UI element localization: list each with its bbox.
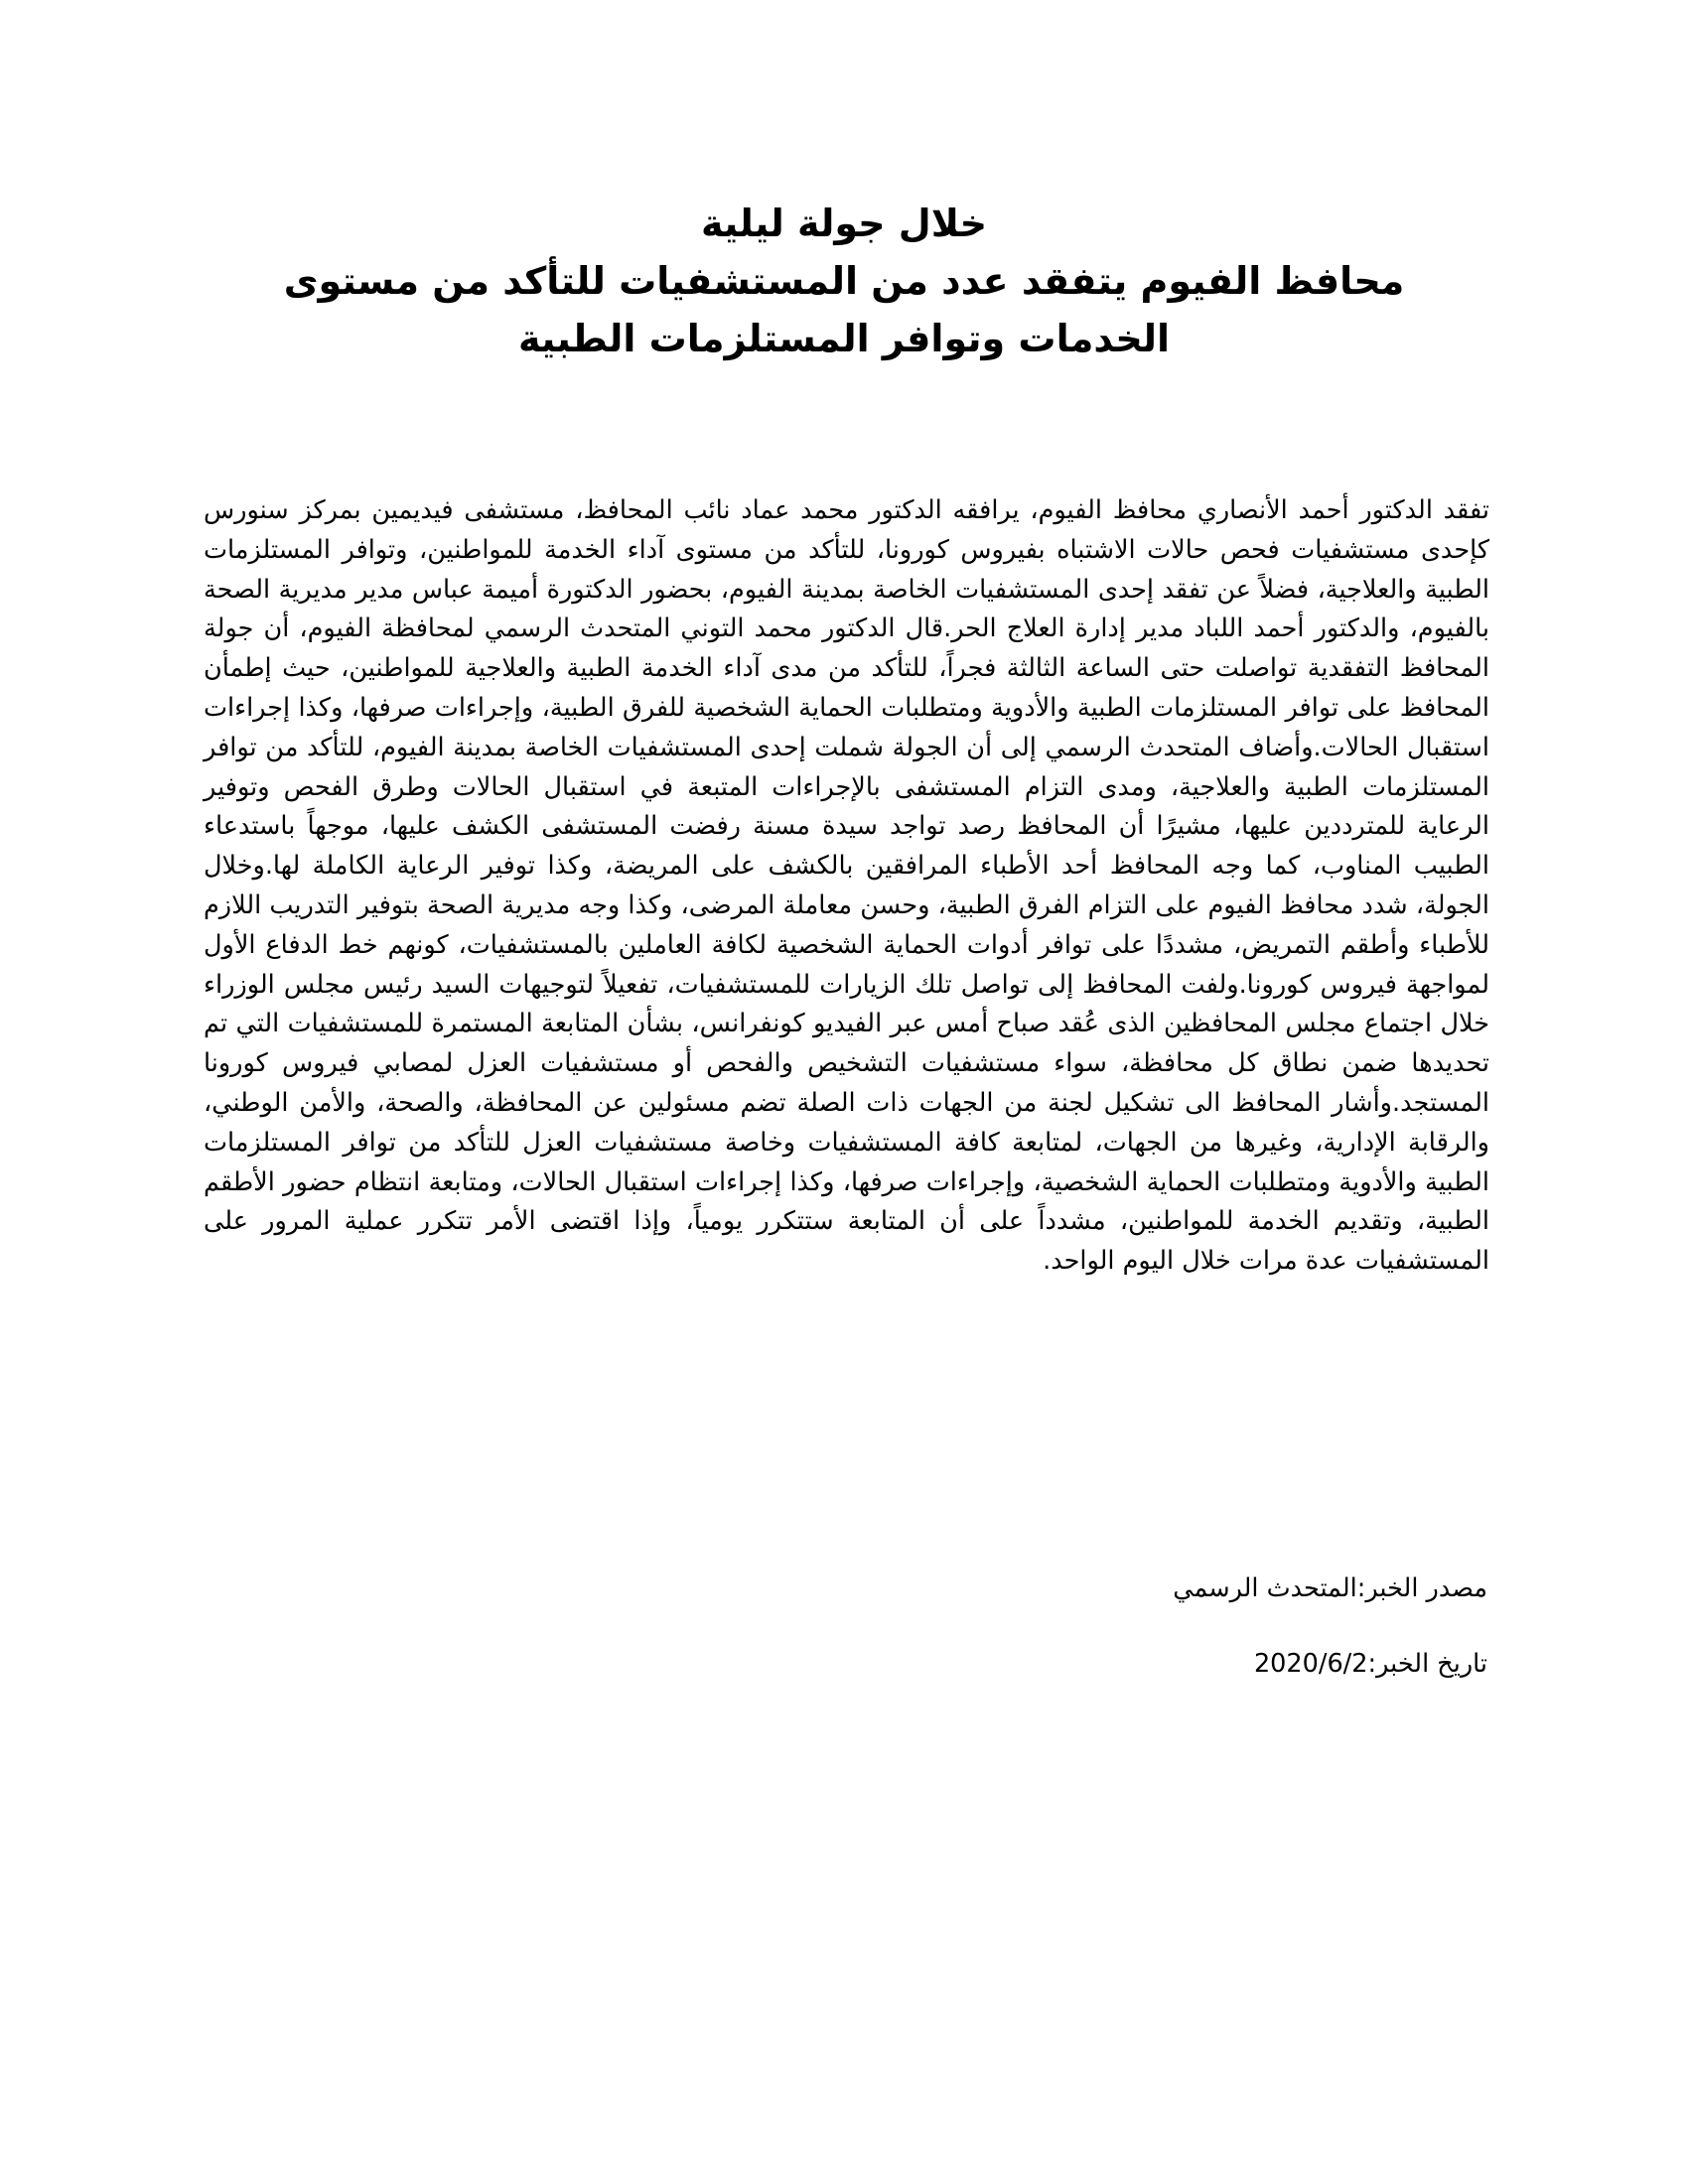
kicker-title: خلال جولة ليلية	[700, 202, 988, 245]
main-headline: محافظ الفيوم يتفقد عدد من المستشفيات للتأكد من مستوى الخدمات وتوافر المستلزمات الطبية	[283, 259, 1405, 360]
headline-block	[228, 195, 1460, 367]
article-body: تفقد الدكتور أحمد الأنصاري محافظ الفيوم، يرافقه الدكتور محمد عماد نائب المحافظ، مستشفى فيديمين بمركز سنورس كإحدى مستشفيات فحص حالات الاشتباه بفيروس كورونا، للتأكد من مستوى آداء الخدمة للمواطنين، وتوافر المستلزمات الطبية والعلاجية، فضلاً عن تفقد إحدى المستشفيات الخاصة بمدينة الفيوم، بحضور الدكتورة أميمة عباس مدير مديرية الصحة بالفيوم، والدكتور أحمد اللباد مدير إدارة العلاج الحر.قال الدكتور محمد التوني المتحدث الرسمي لمحافظة الفيوم، أن جولة المحافظ التفقدية تواصلت حتى الساعة الثالثة فجراً، للتأكد من مدى آداء الخدمة الطبية والعلاجية للمواطنين، حيث إطمأن المحافظ على توافر المستلزمات الطبية والأدوية ومتطلبات الحماية الشخصية للفرق الطبية، وإجراءات صرفها، وكذا إجراءات استقبال الحالات.وأضاف المتحدث الرسمي إلى أن الجولة شملت إحدى المستشفيات الخاصة بمدينة الفيوم، للتأكد من توافر المستلزمات الطبية والعلاجية، ومدى التزام المستشفى بالإجراءات المتبعة في استقبال الحالات وطرق الفحص وتوفير الرعاية للمترددين عليها، مشيرًا أن المحافظ رصد تواجد سيدة مسنة رفضت المستشفى الكشف عليها، موجهاً باستدعاء الطبيب المناوب، كما وجه المحافظ أحد الأطباء المرافقين بالكشف على المريضة، وكذا توفير الرعاية الكاملة لها.وخلال الجولة، شدد محافظ الفيوم على التزام الفرق الطبية، وحسن معاملة المرضى، وكذا وجه مديرية الصحة بتوفير التدريب اللازم للأطباء وأطقم التمريض، مشددًا على توافر أدوات الحماية الشخصية لكافة العاملين بالمستشفيات، كونهم خط الدفاع الأول لمواجهة فيروس كورونا.ولفت المحافظ إلى تواصل تلك الزيارات للمستشفيات، تفعيلاً لتوجيهات السيد رئيس مجلس الوزراء خلال اجتماع مجلس المحافظين الذى عُقد صباح أمس عبر الفيديو كونفرانس، بشأن المتابعة المستمرة للمستشفيات التي تم تحديدها ضمن نطاق كل محافظة، سواء مستشفيات التشخيص والفحص أو مستشفيات العزل لمصابي فيروس كورونا المستجد.وأشار المحافظ الى تشكيل لجنة من الجهات ذات الصلة تضم مسئولين عن المحافظة، والصحة، والأمن الوطني، والرقابة الإدارية، وغيرها من الجهات، لمتابعة كافة المستشفيات وخاصة مستشفيات العزل للتأكد من توافر المستلزمات الطبية والأدوية ومتطلبات الحماية الشخصية، وإجراءات صرفها، وكذا إجراءات استقبال الحالات، ومتابعة انتظام حضور الأطقم الطبية، وتقديم الخدمة للمواطنين، مشدداً على أن المتابعة ستتكرر يومياً، وإذا اقتضى الأمر تتكرر عملية المرور على المستشفيات عدة مرات خلال اليوم الواحد.	[204, 495, 1489, 1277]
news-date: تاريخ الخبر:2020/6/2	[1253, 1649, 1487, 1679]
news-source: مصدر الخبر:المتحدث الرسمي	[1173, 1573, 1487, 1603]
